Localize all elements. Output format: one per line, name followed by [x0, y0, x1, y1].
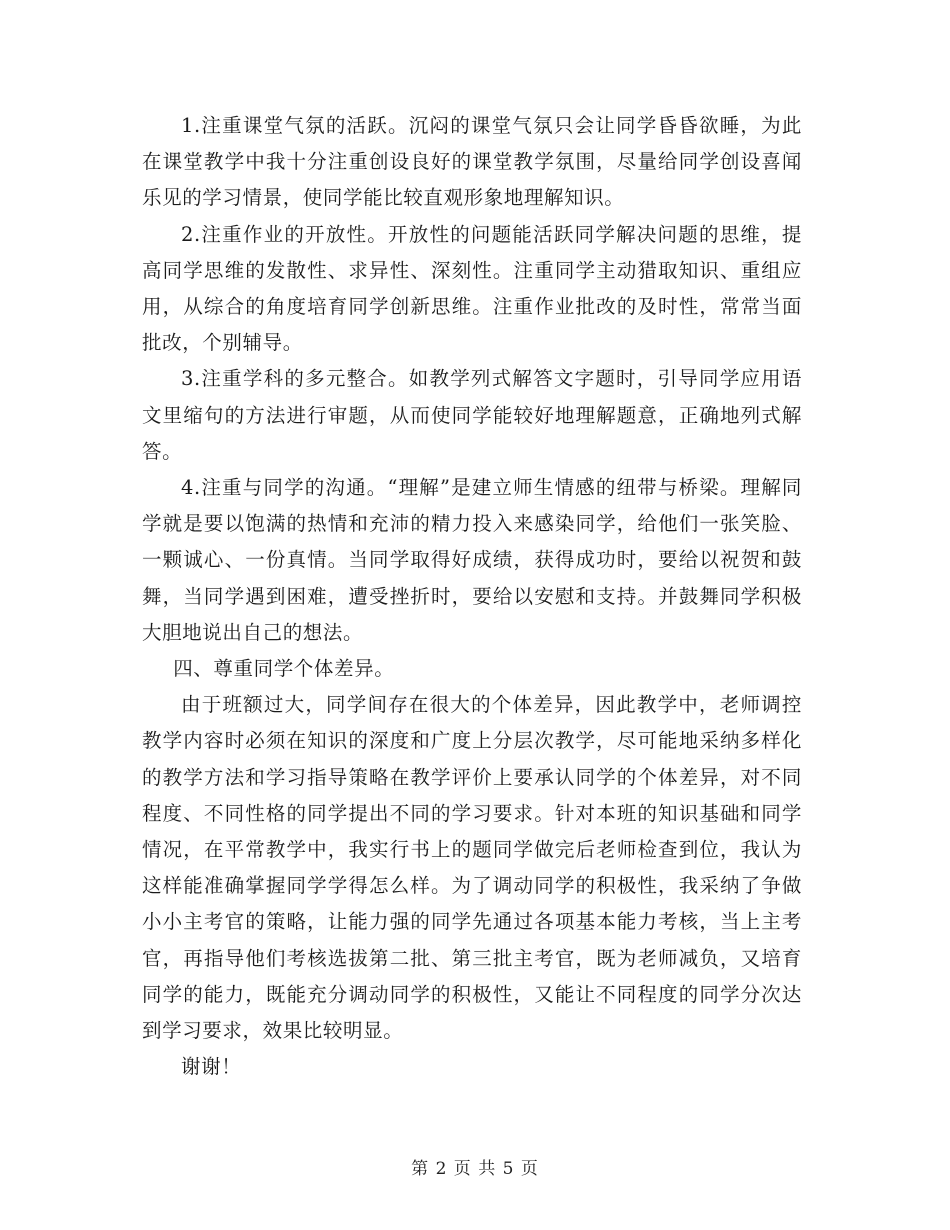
document-body — [142, 108, 802, 1085]
closing-thanks: 谢谢！ — [181, 1055, 242, 1079]
paragraph-classroom-atmosphere: 1.注重课堂气氛的活跃。沉闷的课堂气氛只会让同学昏昏欲睡，为此在课堂教学中我十分注重创设良好的课堂教学氛围，尽量给同学创设喜闻乐见的学习情景，使同学能比较直观形象地理解知识。 — [142, 114, 802, 210]
paragraph-subject-integration: 3.注重学科的多元整合。如教学列式解答文字题时，引导同学应用语文里缩句的方法进行审题，从而使同学能较好地理解题意，正确地列式解答。 — [142, 367, 802, 463]
section-heading: 四、尊重同学个体差异。 — [173, 657, 395, 681]
page-number-footer: 第 2 页 共 5 页 — [411, 1159, 539, 1179]
paragraph-open-homework: 2.注重作业的开放性。开放性的问题能活跃同学解决问题的思维，提高同学思维的发散性、求异性、深刻性。注重同学主动猎取知识、重组应用，从综合的角度培育同学创新思维。注重作业批改的及时性，常常当面批改，个别辅导。 — [142, 222, 802, 355]
paragraph-student-communication: 4.注重与同学的沟通。“理解”是建立师生情感的纽带与桥梁。理解同学就是要以饱满的热情和充沛的精力投入来感染同学，给他们一张笑脸、一颗诚心、一份真情。当同学取得好成绩，获得成功时，要给以祝贺和鼓舞，当同学遇到困难，遭受挫折时，要给以安慰和支持。并鼓舞同学积极大胆地说出自己的想法。 — [142, 476, 802, 644]
paragraph-individual-differences: 由于班额过大，同学间存在很大的个体差异，因此教学中，老师调控教学内容时必须在知识的深度和广度上分层次教学，尽可能地采纳多样化的教学方法和学习指导策略在教学评价上要承认同学的个体差异，对不同程度、不同性格的同学提出不同的学习要求。针对本班的知识基础和同学情况，在平常教学中，我实行书上的题同学做完后老师检查到位，我认为这样能准确掌握同学学得怎么样。为了调动同学的积极性，我采纳了争做小小主考官的策略，让能力强的同学先通过各项基本能力考核，当上主考官，再指导他们考核选拔第二批、第三批主考官，既为老师减负，又培育同学的能力，既能充分调动同学的积极性，又能让不同程度的同学分次达到学习要求，效果比较明显。 — [142, 693, 802, 1043]
